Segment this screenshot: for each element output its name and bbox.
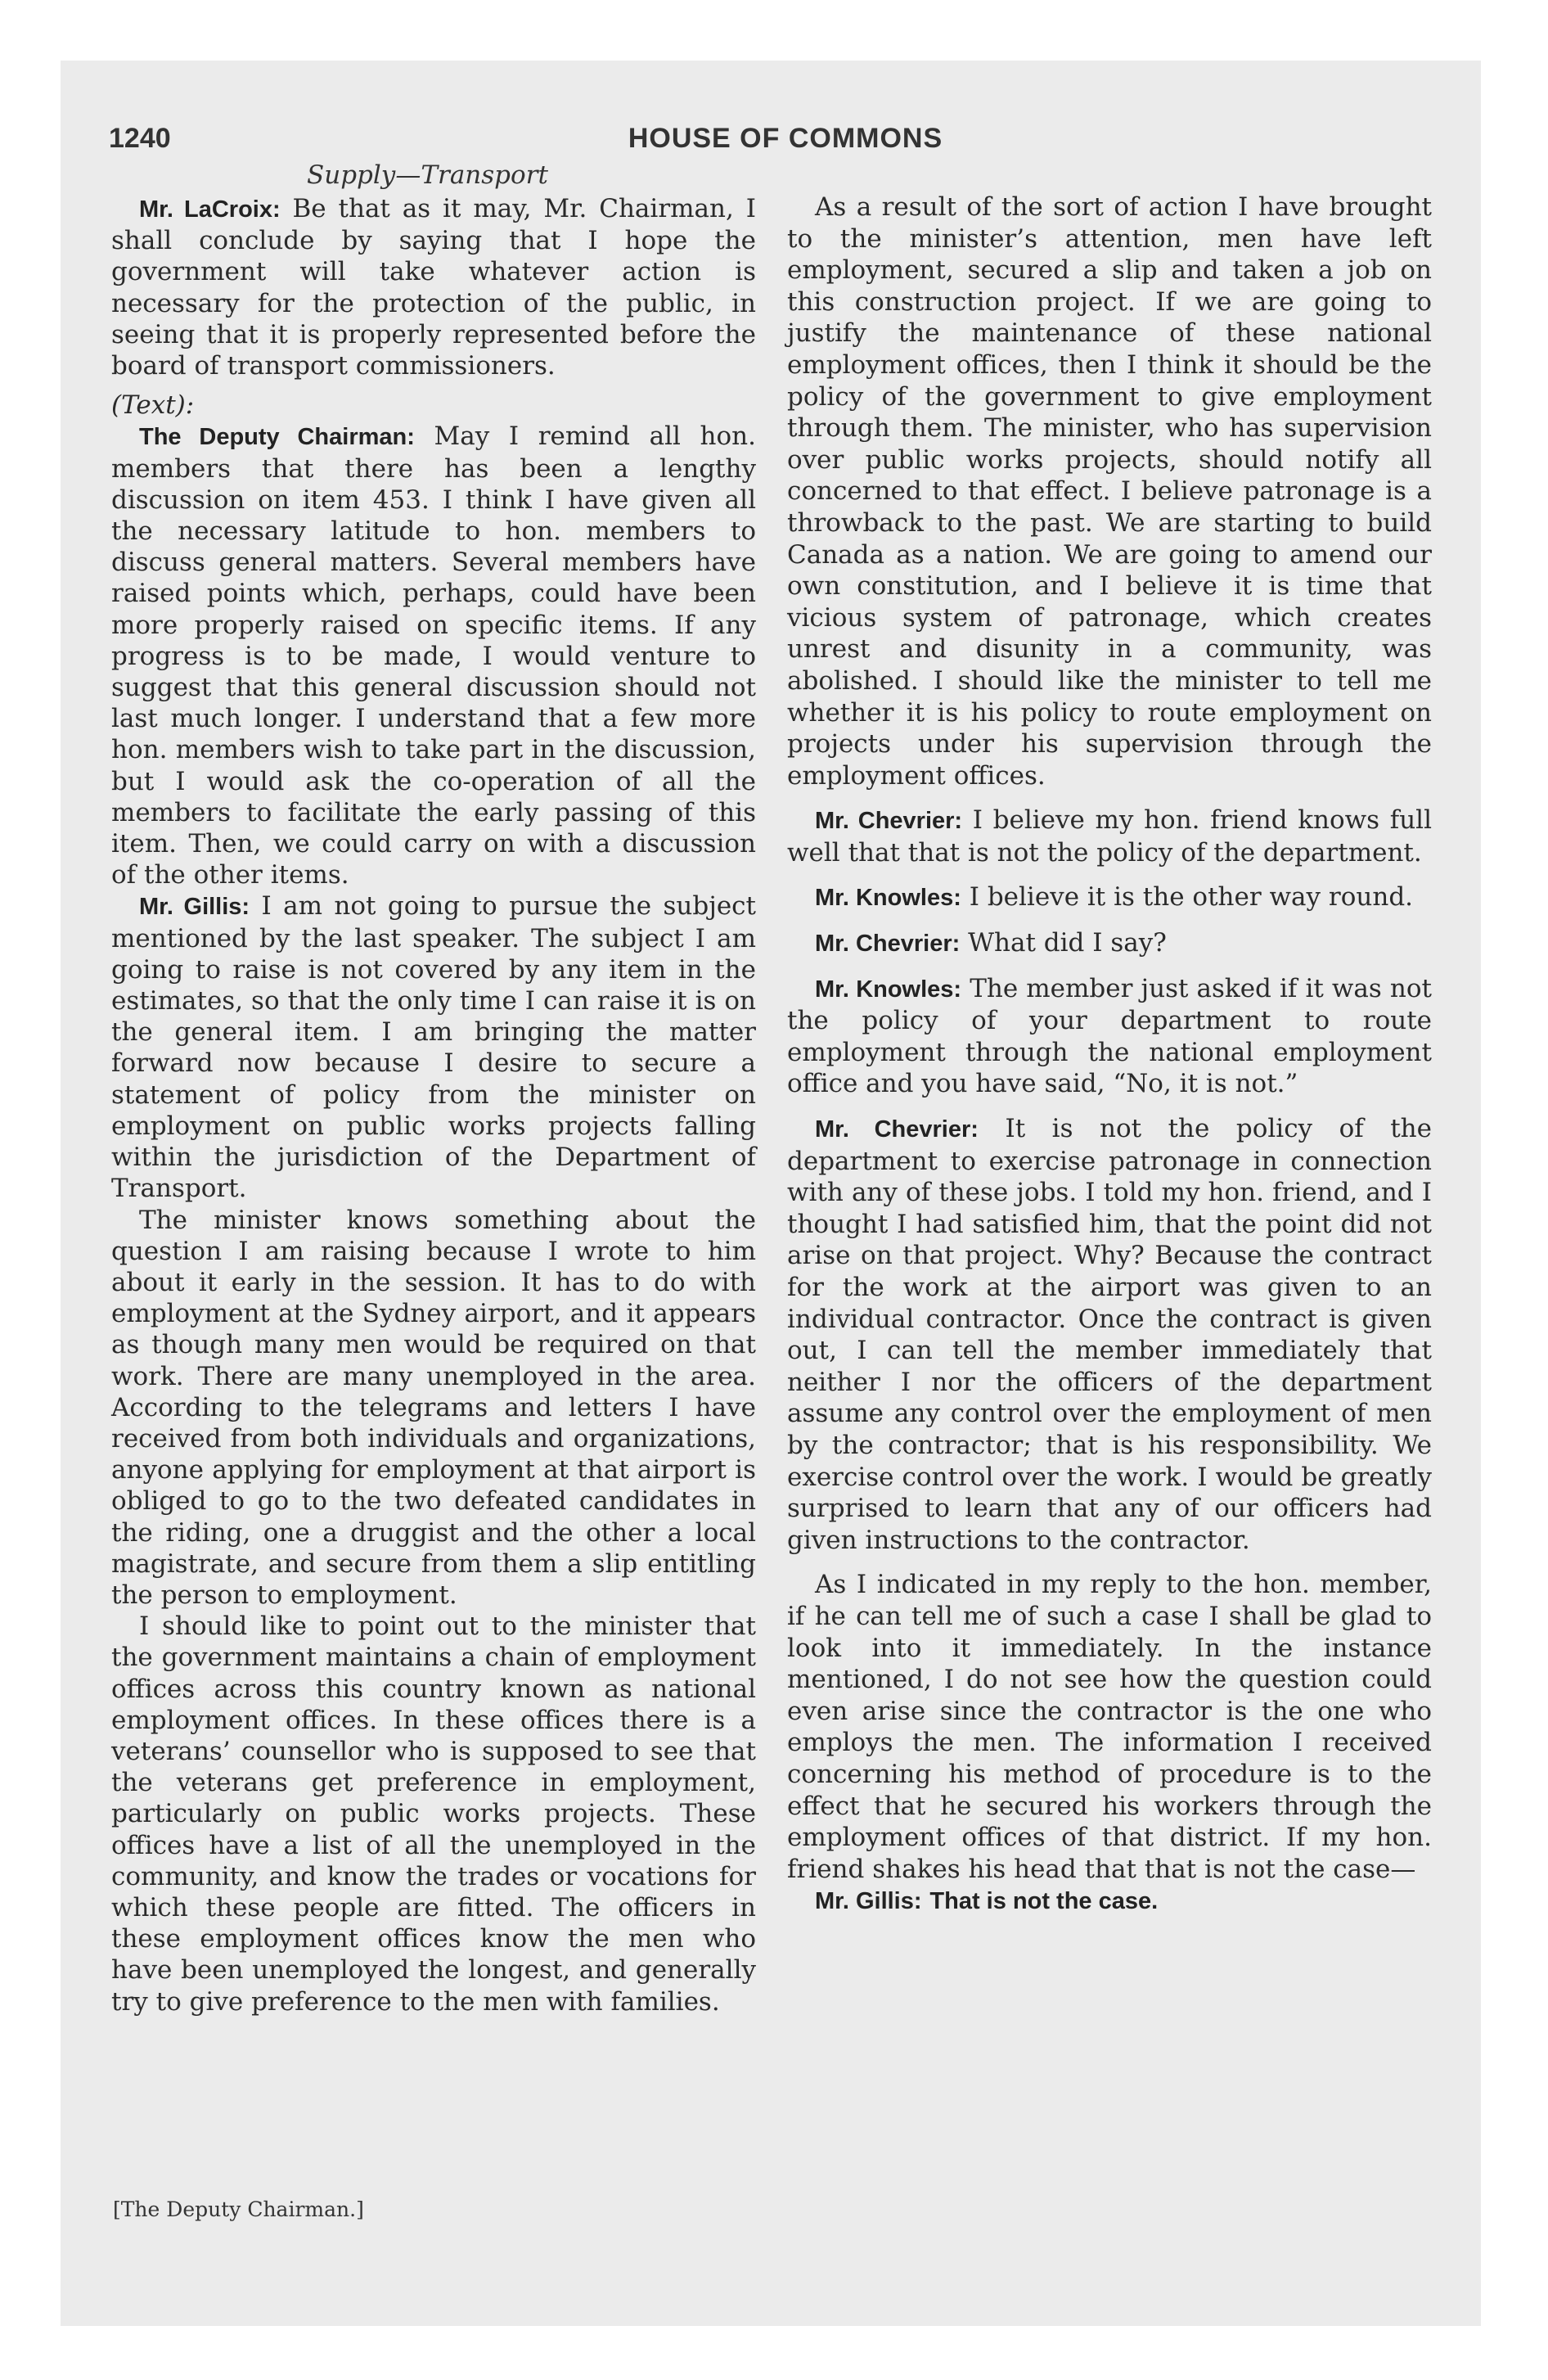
running-subtitle: Supply—Transport [307, 160, 548, 190]
paragraph-chevrier-4 [787, 1569, 1432, 1885]
paragraph-chevrier-3 [787, 1113, 1432, 1556]
paragraph-text: I believe it is the other way round. [969, 882, 1414, 913]
speaker-name: Mr. LaCroix: [139, 196, 281, 223]
footer-reference: [The Deputy Chairman.] [113, 2197, 364, 2221]
speaker-name: Mr. Knowles: [815, 885, 961, 912]
paragraph-text: The minister knows something about the question I am raising because I wrote to him about it early in the session. It has to do with employment at the Sydney airport, and it appears as though many men would be required on that work. There are many unemployed in the area. According to the telegrams and letters I have received from both individuals and organizations, anyone applying for employment at that airport is obliged to go to the two defeated candidates in the riding, one a druggist and the other a local magistrate, and secure from them a slip entitling the person to employment. [111, 1205, 756, 1610]
paragraph-text: I should like to point out to the minister that the government maintains a chain of employment offices across this country known as national employment offices. In these offices there is a veterans’ counsellor who is supposed to see that the veterans get preference in employment, particularly on public works projects. These offices have a list of all the unemployed in the community, and know the trades or vocations for which these people are fitted. The officers in these employment offices know the men who have been unemployed the longest, and generally try to give preference to the men with families. [111, 1611, 756, 2017]
paragraph-text: As I indicated in my reply to the hon. member, if he can tell me of such a case I shall be glad to look into it immediately. In the instance mentioned, I do not see how the question could even arise since the contractor is the one who employs the men. The information I received concerning his method of procedure is to the effect that he secured his workers through the employment offices of that district. If my hon. friend shakes his head that that is not the case— [787, 1570, 1432, 1884]
text-label: (Text): [111, 390, 195, 421]
speaker-name: Mr. Knowles: [815, 976, 962, 1003]
paragraph-text: Be that as it may, Mr. Chairman, I shall conclude by saying that I hope the government will take whatever action is necessary for the protection of the public, in seeing that it is properly represented before the board of transport commissioners. [111, 194, 756, 381]
paragraph-gillis-final [787, 1885, 1432, 1918]
right-column [787, 192, 1432, 1918]
paragraph-lacroix [111, 193, 756, 381]
paragraph-text: That is not the case. [929, 1888, 1159, 1915]
paragraph-text: The member just asked if it was not the policy of your department to route employment through the national employment office and you have said, “No, it is not.” [787, 973, 1432, 1099]
speaker-name: Mr. Gillis: [139, 894, 250, 921]
paragraph-gillis-offices [111, 1611, 756, 2017]
paragraph-gillis-airport [111, 1205, 756, 1611]
page-title: HOUSE OF COMMONS [628, 123, 943, 154]
speaker-name: The Deputy Chairman: [139, 424, 415, 451]
speaker-name: Mr. Chevrier: [815, 1116, 979, 1143]
speaker-name: Mr. Gillis: [815, 1888, 922, 1915]
page-number: 1240 [109, 123, 171, 154]
paragraph-deputy-chairman [111, 421, 756, 890]
speaker-name: Mr. Chevrier: [815, 808, 963, 835]
paragraph-knowles-1 [787, 881, 1432, 914]
paragraph-gillis-patronage [787, 192, 1432, 791]
speaker-name: Mr. Chevrier: [815, 931, 961, 958]
paragraph-knowles-2 [787, 973, 1432, 1100]
paragraph-text: It is not the policy of the department to exercise patronage in connection with any of these jobs. I told my hon. friend, and I thought I had satisfied him, that the point did not arise on that project. Why? Because the contract for the work at the airport was given to an individual contractor. Once the contract is given out, I can tell the member immediately that neither I nor the officers of the department assume any control over the employment of men by the contractor; that is his responsibility. We exercise control over the work. I would be greatly surprised to learn that any of our officers had given instructions to the contractor. [787, 1114, 1432, 1555]
left-column [111, 193, 756, 2017]
paragraph-text: I am not going to pursue the subject mentioned by the last speaker. The subject I am going to raise is not covered by any item in the estimates, so that the only time I can raise it is on the general item. I am bringing the matter forward now because I desire to secure a statement of policy from the minister on employment on public works projects falling within the jurisdiction of the Department of Transport. [111, 891, 757, 1204]
paragraph-text: What did I say? [968, 928, 1167, 958]
text-label-paragraph [111, 390, 756, 421]
paragraph-text: May I remind all hon. members that there has been a lengthy discussion on item 453. I think I have given all the necessary latitude to hon. members to discuss general matters. Several members have raised points which, perhaps, could have been more properly raised on specific items. If any progress is to be made, I would venture to suggest that this general discussion should not last much longer. I understand that a few more hon. members wish to take part in the discussion, but I would ask the co-operation of all the members to facilitate the early passing of this item. Then, we could carry on with a discussion of the other items. [111, 421, 756, 890]
paragraph-gillis [111, 890, 756, 1204]
paragraph-text: I believe my hon. friend knows full well that that is not the policy of the department. [787, 805, 1432, 868]
paragraph-chevrier-1 [787, 805, 1432, 868]
paragraph-chevrier-2 [787, 927, 1432, 960]
paragraph-text: As a result of the sort of action I have brought to the minister’s attention, men have left employment, secured a slip and taken a job on this construction project. If we are going to justify the maintenance of these national employment offices, then I think it should be the policy of the government to give employment through them. The minister, who has supervision over public works projects, should notify all concerned to that effect. I believe patronage is a throwback to the past. We are starting to build Canada as a nation. We are going to amend our own constitution, and I believe it is time that vicious system of patronage, which creates unrest and disunity in a community, was abolished. I should like the minister to tell me whether it is his policy to route employment on projects under his supervision through the employment offices. [787, 192, 1432, 791]
